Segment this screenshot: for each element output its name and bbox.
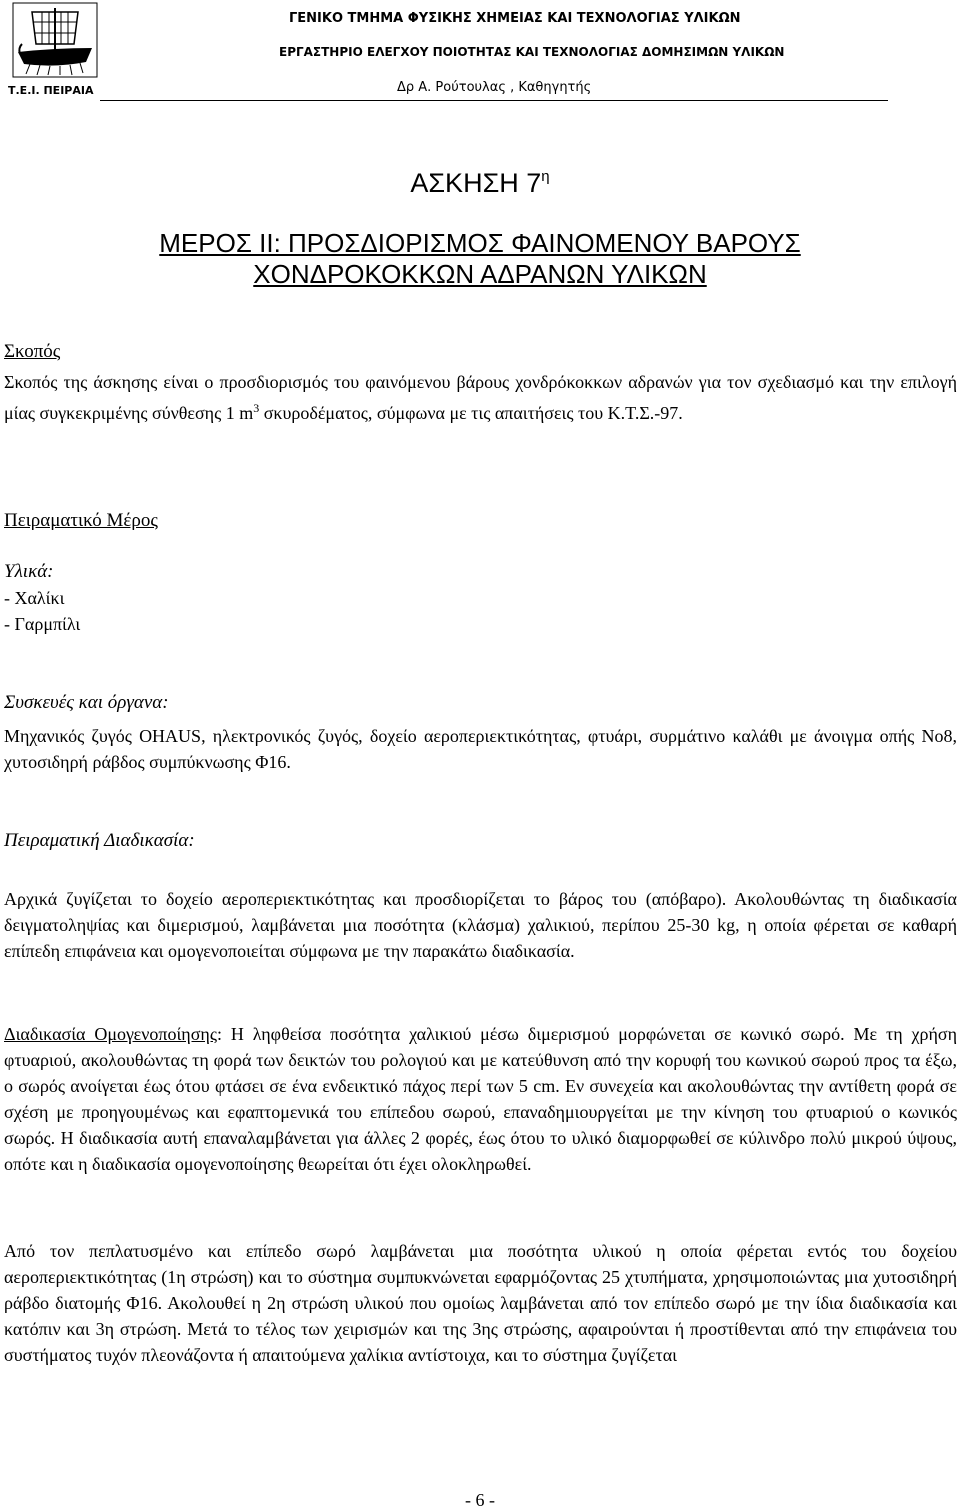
purpose-heading: Σκοπός bbox=[4, 341, 61, 362]
equipment-text: Μηχανικός ζυγός OHAUS, ηλεκτρονικός ζυγός, δοχείο αεροπεριεκτικότητας, φτυάρι, συρμάτινο καλάθι με άνοιγμα οπής Νο8, χυτοσιδηρή ράβδος συμπύκνωσης Φ16. bbox=[4, 726, 957, 772]
department-line-1: ΓΕΝΙΚΟ ΤΜΗΜΑ ΦΥΣΙΚΗΣ ΧΗΜΕΙΑΣ ΚΑΙ ΤΕΧΝΟΛΟΓΙΑΣ ΥΛΙΚΩΝ bbox=[289, 11, 741, 26]
purpose-text-end: σκυροδέματος, σύμφωνα με τις απαιτήσεις του Κ.Τ.Σ.-97. bbox=[259, 403, 683, 423]
procedure-heading: Πειραματική Διαδικασία: bbox=[4, 830, 195, 851]
subtitle-line-2: ΧΟΝΔΡΟΚΟΚΚΩΝ ΑΔΡΑΝΩΝ ΥΛΙΚΩΝ bbox=[253, 259, 707, 289]
homogenization-text: : Η ληφθείσα ποσότητα χαλικιού μέσω διμερισμού μορφώνεται σε κωνικό σωρό. Με τη χρήση φτυαριού, ακολουθώντας τη φορά των δεικτών του ρολογιού και με κατεύθυνση από την κορυφή του κωνικού σωρού προς τα έξω, ο σωρός ανοίγεται έως ότου φτάσει σε ένα ενδεικτικό πάχος περί των 5 cm. Εν συνεχεία και ακολουθώντας την αντίθετη φορά σε σχέση με προηγουμένως και εφαπτομενικά του επίπεδου σωρού, επαναδημιουργείται με την κίνηση του φτυαριού ο κωνικός σωρός. Η διαδικασία αυτή επαναλαμβάνεται για άλλες 2 φορές, έως ότου το υλικό διαμορφωθεί σε κύλινδρο πολύ μικρού ύψους, οπότε και η διαδικασία ομογενοποίησης θεωρείται ότι έχει ολοκληρωθεί. bbox=[4, 1024, 957, 1174]
subtitle-line-1: ΜΕΡΟΣ ΙΙ: ΠΡΟΣΔΙΟΡΙΣΜΟΣ ΦΑΙΝΟΜΕΝΟΥ ΒΑΡΟΥΣ bbox=[159, 228, 801, 258]
institution-label: Τ.Ε.Ι. ΠΕΙΡΑΙΑ bbox=[8, 84, 94, 97]
material-item-fine-gravel: - Γαρμπίλι bbox=[4, 614, 81, 634]
purpose-text bbox=[4, 369, 957, 426]
ancient-ship-icon bbox=[12, 2, 98, 78]
material-item-gravel: - Χαλίκι bbox=[4, 588, 65, 608]
materials-heading: Υλικά: bbox=[4, 561, 54, 582]
header-divider bbox=[100, 100, 888, 101]
procedure-paragraph-1: Αρχικά ζυγίζεται το δοχείο αεροπεριεκτικότητας και προσδιορίζεται το βάρος του (απόβαρο). Ακολουθώντας τη διαδικασία δειγματοληψίας και διμερισμού, λαμβάνεται μια ποσότητα (κλάσμα) χαλικιού, περίπου 25-30 kg, η οποία φέρεται σε καθαρή επίπεδη επιφάνεια και ομογενοποιείται σύμφωνα με την παρακάτω διαδικασία. bbox=[4, 889, 957, 961]
professor-name: Δρ Α. Ρούτουλας , Καθηγητής bbox=[397, 80, 592, 95]
homogenization-heading: Διαδικασία Ομογενοποίησης bbox=[4, 1024, 217, 1044]
experimental-heading: Πειραματικό Μέρος bbox=[4, 510, 158, 531]
equipment-heading: Συσκευές και όργανα: bbox=[4, 692, 169, 713]
title-superscript: η bbox=[541, 168, 550, 185]
page-number: - 6 - bbox=[465, 1490, 495, 1510]
department-line-2: ΕΡΓΑΣΤΗΡΙΟ ΕΛΕΓΧΟΥ ΠΟΙΟΤΗΤΑΣ ΚΑΙ ΤΕΧΝΟΛΟΓΙΑΣ ΔΟΜΗΣΙΜΩΝ ΥΛΙΚΩΝ bbox=[279, 45, 785, 59]
homogenization-paragraph bbox=[4, 1021, 957, 1177]
purpose-text-start: Σκοπός της άσκησης είναι ο προσδιορισμός του φαινόμενου βάρους χονδρόκοκκων αδρανών για τον σχεδιασμό και την επιλογή μίας συγκεκριμένης σύνθεσης 1 m bbox=[4, 372, 957, 423]
purpose-superscript: 3 bbox=[253, 401, 260, 415]
page-title bbox=[0, 168, 960, 199]
procedure-paragraph-2: Από τον πεπλατυσμένο και επίπεδο σωρό λαμβάνεται μια ποσότητα υλικού η οποία φέρεται εντός του δοχείου αεροπεριεκτικότητας (1η στρώση) και το σύστημα συμπυκνώνεται εφαρμόζοντας 25 χτυπήματα, χρησιμοποιώντας μια χυτοσιδηρή ράβδο διατομής Φ16. Ακολουθεί η 2η στρώση υλικού που ομοίως λαμβάνεται από τον επίπεδο σωρό με την ίδια διαδικασία και κατόπιν και 3η στρώση. Μετά το τέλος των χειρισμών και της 3ης στρώσης, αφαιρούνται ή προστίθενται από την επιφάνεια του συστήματος τυχόν πλεονάζοντα ή απαιτούμενα χαλίκια αντίστοιχα, και το σύστημα ζυγίζεται bbox=[4, 1241, 957, 1365]
title-text: ΑΣΚΗΣΗ 7 bbox=[410, 168, 542, 198]
